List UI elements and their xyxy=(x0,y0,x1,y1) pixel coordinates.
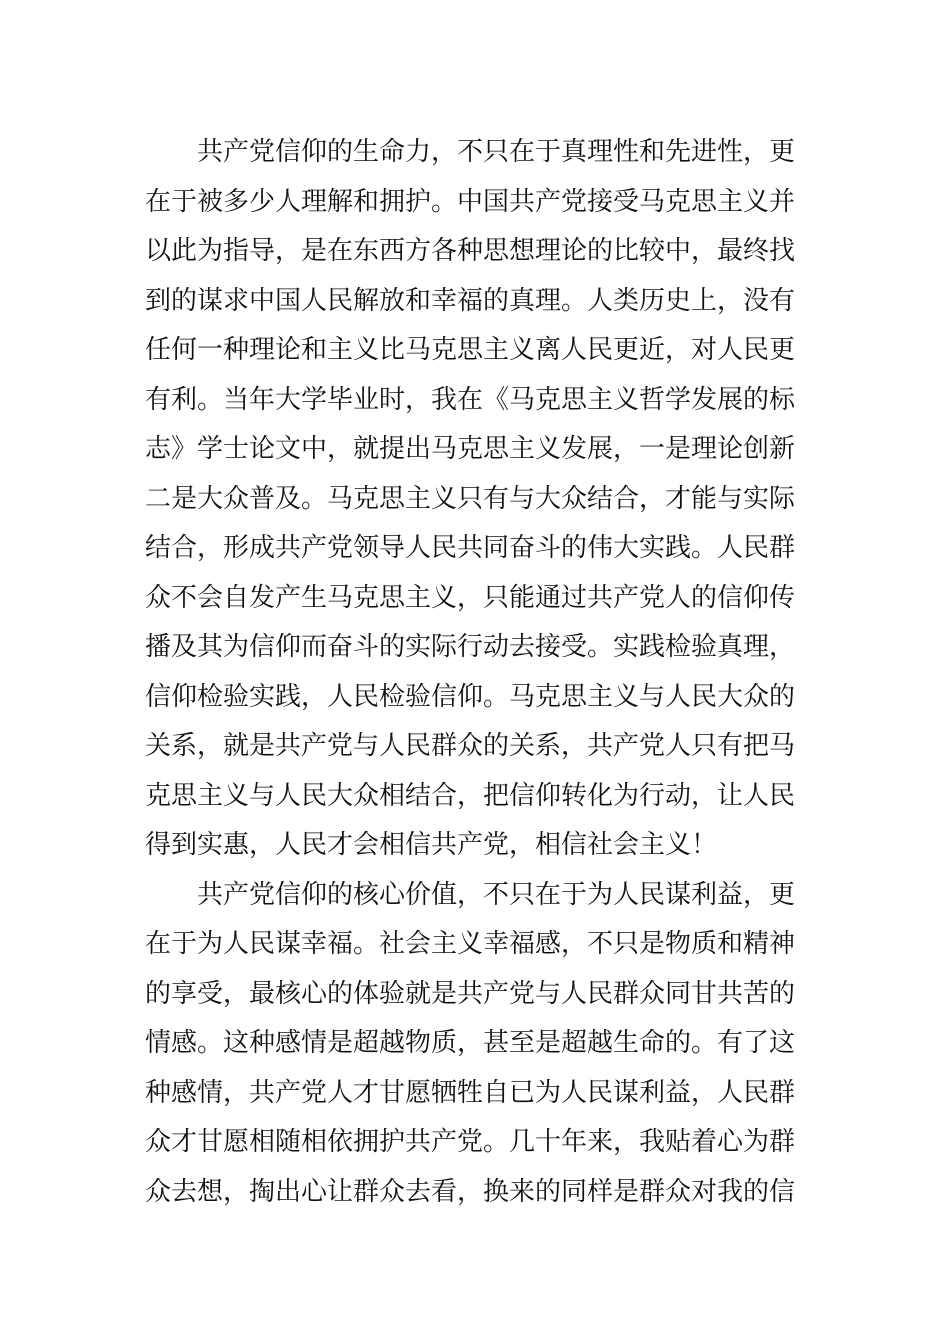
text-line: 众不会自发产生马克思主义，只能通过共产党人的信仰传 xyxy=(145,582,796,613)
text-line: 的享受，最核心的体验就是共产党与人民群众同甘共苦的 xyxy=(145,978,796,1009)
text-line: 在于被多少人理解和拥护。中国共产党接受马克思主义并 xyxy=(145,186,796,217)
text-line: 克思主义与人民大众相结合，把信仰转化为行动，让人民 xyxy=(145,780,796,811)
text-line: 信仰检验实践，人民检验信仰。马克思主义与人民大众的 xyxy=(145,681,796,712)
paragraph-1 xyxy=(145,128,810,871)
text-line: 众才甘愿相随相依拥护共产党。几十年来，我贴着心为群 xyxy=(145,1127,796,1157)
text-line: 共产党信仰的生命力，不只在于真理性和先进性，更 xyxy=(197,137,796,167)
text-line: 种感情，共产党人才甘愿牺牲自已为人民谋利益，人民群 xyxy=(145,1077,796,1108)
text-line: 情感。这种感情是超越物质，甚至是超越生命的。有了这 xyxy=(145,1028,796,1058)
text-line: 到的谋求中国人民解放和幸福的真理。人类历史上，没有 xyxy=(145,285,796,316)
text-line: 有利。当年大学毕业时，我在《马克思主义哲学发展的标 xyxy=(145,384,796,415)
paragraph-2 xyxy=(145,871,810,1218)
text-line: 众去想，掏出心让群众去看，换来的同样是群众对我的信 xyxy=(145,1176,796,1207)
text-line: 共产党信仰的核心价值，不只在于为人民谋利益，更 xyxy=(197,879,796,910)
text-line: 以此为指导，是在东西方各种思想理论的比较中，最终找 xyxy=(145,236,796,266)
text-line: 结合，形成共产党领导人民共同奋斗的伟大实践。人民群 xyxy=(145,533,796,563)
text-line: 二是大众普及。马克思主义只有与大众结合，才能与实际 xyxy=(145,483,796,514)
text-line: 任何一种理论和主义比马克思主义离人民更近，对人民更 xyxy=(145,335,796,365)
text-line: 关系，就是共产党与人民群众的关系，共产党人只有把马 xyxy=(145,731,796,761)
text-line: 在于为人民谋幸福。社会主义幸福感，不只是物质和精神 xyxy=(145,929,796,959)
document-body xyxy=(145,128,810,1217)
text-line: 得到实惠，人民才会相信共产党，相信社会主义！ xyxy=(145,830,718,860)
text-line: 播及其为信仰而奋斗的实际行动去接受。实践检验真理， xyxy=(145,632,796,662)
text-line: 志》学士论文中，就提出马克思主义发展，一是理论创新 xyxy=(145,434,796,464)
